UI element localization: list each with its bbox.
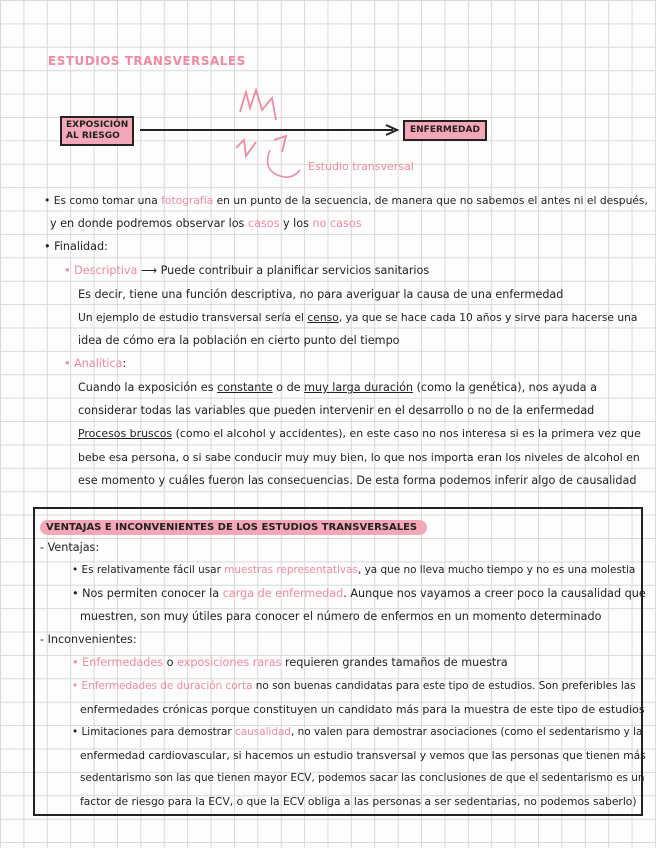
- keyword-enfermedades: Enfermedades: [82, 656, 164, 669]
- keyword-constante: constante: [217, 381, 273, 394]
- analitica-line-5: ese momento y cuáles fueron las consecuencias. De esta forma podemos inferir algo de causalidad: [78, 474, 637, 487]
- keyword-exposiciones-raras: exposiciones raras: [177, 656, 282, 669]
- inconveniente-2-line-2: enfermedades crónicas porque constituyen un candidato más para la muestra de este tipo de estudios: [80, 703, 645, 716]
- descriptiva-line: • Descriptiva ⟶ Puede contribuir a planificar servicios sanitarios: [64, 264, 430, 277]
- keyword-casos: casos: [247, 217, 280, 230]
- ventaja-2-line-2: muestren, son muy útiles para conocer el número de enfermos en un momento determinado: [80, 610, 602, 623]
- keyword-analitica: Analítica: [74, 357, 123, 370]
- descriptiva-line-2: Es decir, tiene una función descriptiva, no para averiguar la causa de una enfermedad: [78, 288, 564, 301]
- exposure-label-line2: AL RIESGO: [66, 131, 120, 141]
- keyword-muestras: muestras representativas: [224, 564, 358, 576]
- section2-heading: VENTAJAS E INCONVENIENTES DE LOS ESTUDIOS TRANSVERSALES: [40, 515, 427, 534]
- inconveniente-3-line-4: factor de riesgo para la ECV, o que la ECV obliga a las personas a ser sedentarias, no podemos saberlo): [80, 795, 637, 808]
- cut-mark-top-icon: [240, 90, 276, 120]
- analitica-line-1: Cuando la exposición es constante o de muy larga duración (como la genética), nos ayuda a: [78, 381, 597, 394]
- inconvenientes-heading: - Inconvenientes:: [40, 633, 137, 646]
- analitica-line: • Analítica:: [64, 357, 127, 370]
- keyword-censo: censo: [307, 311, 339, 324]
- keyword-descriptiva: Descriptiva: [74, 264, 138, 277]
- analitica-line-4: bebe esa persona, o si sabe conducir muy muy bien, lo que nos importa eran los niveles de alcohol en: [78, 451, 640, 464]
- text-line-1: • Es como tomar una fotografía en un punto de la secuencia, de manera que no sabemos el antes ni el después,: [44, 194, 648, 207]
- inconveniente-1: • Enfermedades o exposiciones raras requieren grandes tamaños de muestra: [72, 656, 508, 669]
- analitica-line-2: considerar todas las variables que pueden intervenir en el desarrollo o no de la enfermedad: [78, 404, 595, 417]
- ventajas-heading: - Ventajas:: [40, 541, 100, 554]
- exposure-label-line1: EXPOSICIÓN: [66, 120, 129, 130]
- finalidad-heading: • Finalidad:: [44, 240, 108, 253]
- keyword-fotografia: fotografía: [161, 194, 214, 207]
- descriptiva-line-3: Un ejemplo de estudio transversal sería el censo, ya que se hace cada 10 años y sirve para hacerse una: [78, 311, 638, 324]
- keyword-larga-duracion: muy larga duración: [304, 381, 414, 394]
- inconveniente-3-line-2: enfermedad cardiovascular, si hacemos un estudio transversal y vemos que las personas que tienen más: [80, 749, 646, 762]
- inconveniente-3-line-3: sedentarismo son las que tienen mayor ECV, podemos sacar las conclusiones de que el sedentarismo es un: [80, 772, 645, 784]
- ventaja-2: • Nos permiten conocer la carga de enfermedad. Aunque nos vayamos a creer poco la causalidad que: [72, 587, 646, 600]
- curved-pointer-icon: [268, 150, 300, 177]
- text-line-2: y en donde podremos observar los casos y los no casos: [50, 217, 362, 230]
- keyword-procesos-bruscos: Procesos bruscos: [78, 427, 173, 440]
- arrow-icon: ⟶: [137, 264, 161, 277]
- keyword-causalidad: causalidad: [235, 726, 292, 738]
- descriptiva-line-4: idea de cómo era la población en cierto punto del tiempo: [78, 334, 400, 347]
- ventaja-1: • Es relativamente fácil usar muestras representativas, ya que no lleva mucho tiempo y no es una molestia: [72, 564, 636, 576]
- page-title: ESTUDIOS TRANSVERSALES: [48, 54, 246, 68]
- cut-mark-bottom-icon: [236, 136, 286, 156]
- cut-label: Estudio transversal: [308, 160, 414, 173]
- analitica-line-3: Procesos bruscos (como el alcohol y accidentes), en este caso no nos interesa si es la primera vez que: [78, 427, 641, 440]
- keyword-carga: carga de enfermedad: [222, 587, 344, 600]
- inconveniente-2: • Enfermedades de duración corta no son buenas candidatas para este tipo de estudios. Son preferibles las: [72, 680, 636, 692]
- inconveniente-3: • Limitaciones para demostrar causalidad, no valen para demostrar asociaciones (como el sedentarismo y la: [72, 726, 643, 738]
- keyword-no-casos: no casos: [312, 217, 362, 230]
- keyword-duracion-corta: Enfermedades de duración corta: [81, 680, 253, 692]
- disease-label: ENFERMEDAD: [410, 125, 480, 135]
